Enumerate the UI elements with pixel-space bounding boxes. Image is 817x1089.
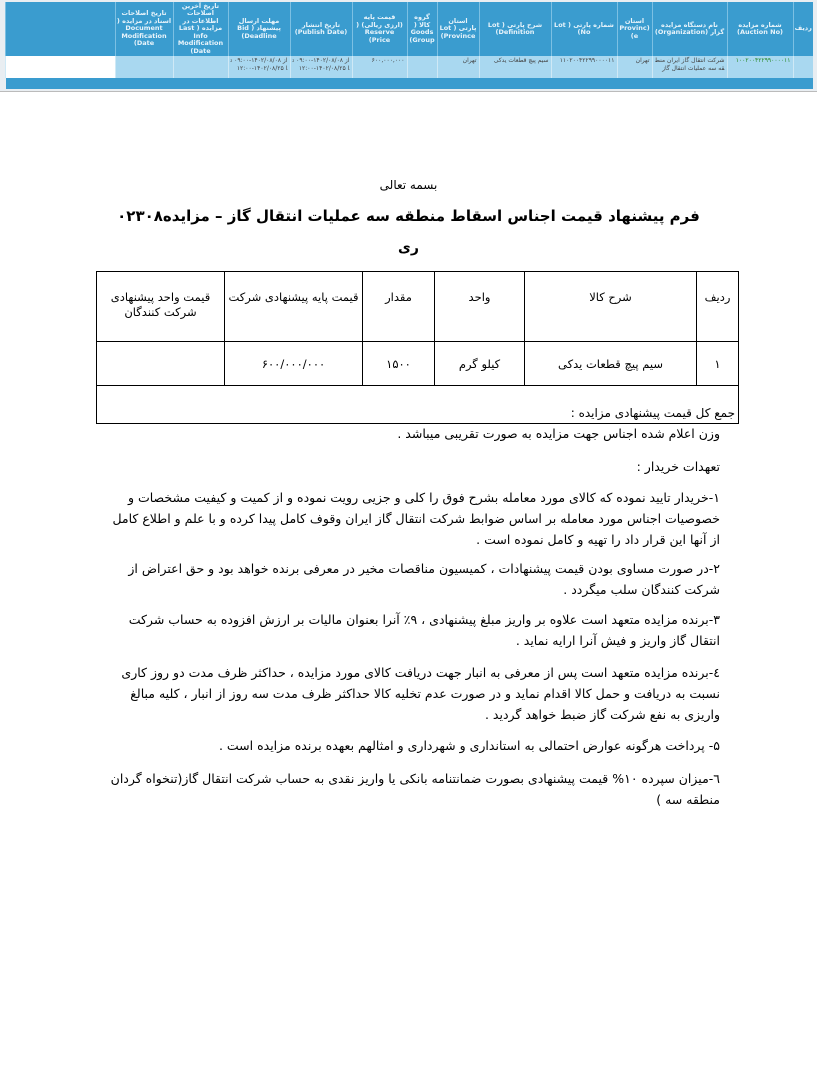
clause-6: ٦-میزان سپرده ۱۰% قیمت پیشنهادی بصورت ضمانتنامه بانکی یا واریز نقدی به حساب شرکت انتقال گاز(تنخواه گردان منطقه سه )	[110, 771, 720, 807]
items-header-unit: واحد	[435, 272, 525, 342]
document-subtitle: ری	[398, 240, 419, 256]
col-lot-province[interactable]: استان پارتی ( Lot Province)	[437, 2, 479, 56]
col-publish-date[interactable]: تاریخ انتشار (Publish Date)	[290, 2, 352, 56]
clause-3: ۳-برنده مزایده متعهد است علاوه بر واریز مبلغ پیشنهادی ، ۹٪ آنرا بعنوان مالیات بر ارزش افزوده به حساب شرکت انتقال گاز واریز و فیش آنرا ارایه نماید .	[128, 612, 720, 648]
item-quantity: ۱۵۰۰	[363, 342, 435, 386]
cell-organization: شرکت انتقال گاز ایران منطقه سه عملیات انتقال گاز	[652, 56, 727, 78]
col-goods-group[interactable]: گروه کالا ( Goods Group)	[407, 2, 437, 56]
col-lot-definition[interactable]: شرح پارتی ( Lot Definition)	[479, 2, 551, 56]
col-lot-no[interactable]: شماره پارتی ( Lot No)	[551, 2, 617, 56]
clause-5: ۵- پرداخت هرگونه عوارض احتمالی به استانداری و شهرداری و امثالهم بعهده برنده مزایده است .	[218, 738, 720, 753]
items-header-bid-price: قیمت واحد پیشنهادی شرکت کنندگان	[97, 272, 225, 342]
cell-doc-mod	[115, 56, 173, 78]
item-bid-price[interactable]	[97, 342, 225, 386]
cell-reserve-price: ۶۰۰,۰۰۰,۰۰۰	[352, 56, 407, 78]
cell-publish-date: از ۱۴۰۲/۰۸/۰۸-۰۹:۰۰ تا ۱۴۰۲/۰۸/۲۵-۱۲:۰۰	[290, 56, 352, 78]
items-header-quantity: مقدار	[363, 272, 435, 342]
cell-empty	[6, 56, 116, 78]
cell-lot-province: تهران	[437, 56, 479, 78]
cell-auction-no[interactable]: ۱۰۰۲۰۰۴۲۲۹۹۰۰۰۰۱۱	[727, 56, 793, 78]
col-last-info-mod[interactable]: تاریخ آخرین اصلاحات اطلاعات در مزایده ( Last Info Modification Date)	[173, 2, 228, 56]
total-bid-label: جمع کل قیمت پیشنهادی مزایده :	[97, 386, 739, 424]
col-reserve-price[interactable]: قیمت پایه (ارزی ریالی) ( Reserve Price)	[352, 2, 407, 56]
auction-info-header	[0, 0, 817, 92]
clause-1: ۱-خریدار تایید نموده که کالای مورد معامله بشرح فوق را کلی و جزیی رویت نموده و از کمیت و کیفیت مشخصات و خصوصیات اجناس مورد معامله بر اساس ضوابط شرکت انتقال گاز ایران وقوف کامل پیدا کرده و با علم و اطلاع کامل از آنها این قرار داد را تهیه و کامل نموده است .	[112, 490, 720, 547]
col-organization[interactable]: نام دستگاه مزایده گزار (Organization)	[652, 2, 727, 56]
table-row[interactable]	[6, 56, 814, 78]
item-radif: ۱	[697, 342, 739, 386]
clause-2: ۲-در صورت مساوی بودن قیمت پیشنهادات ، کمیسیون مناقصات مخیر در معرفی برنده خواهد بود و حق اعتراض از شرکت کنندگان سلب میگردد .	[128, 561, 720, 597]
col-empty	[6, 2, 116, 56]
col-province[interactable]: استان (Province)	[617, 2, 652, 56]
col-radif: ردیف	[793, 2, 813, 56]
item-base-price: ۶۰۰/۰۰۰/۰۰۰	[225, 342, 363, 386]
cell-province: تهران	[617, 56, 652, 78]
cell-goods-group	[407, 56, 437, 78]
items-header-description: شرح کالا	[525, 272, 697, 342]
cell-radif	[793, 56, 813, 78]
col-auction-no[interactable]: شماره مزایده (Auction No)	[727, 2, 793, 56]
cell-lot-definition: سیم پیچ قطعات یدکی	[479, 56, 551, 78]
auction-info-table	[5, 2, 813, 89]
item-unit: کیلو گرم	[435, 342, 525, 386]
document-title: فرم پیشنهاد قیمت اجناس اسقاط منطقه سه عملیات انتقال گاز – مزایده۰۲۳۰۸	[117, 207, 700, 225]
cell-deadline: از ۱۴۰۲/۰۸/۰۸-۰۹:۰۰ تا ۱۴۰۲/۰۸/۲۵-۱۲:۰۰	[228, 56, 290, 78]
table-row	[97, 342, 739, 386]
bismillah: بسمه تعالی	[379, 178, 438, 192]
table-footer-bar	[6, 78, 814, 89]
cell-lot-no: ۱۱۰۲۰۰۴۲۲۹۹۰۰۰۰۱۱	[551, 56, 617, 78]
clause-4: ٤-برنده مزایده متعهد است پس از معرفی به انبار جهت دریافت کالای مورد مزایده ، حداکثر ظرف مدت دو روز کاری نسبت به دریافت و حمل کالا اقدام نماید و در صورت عدم تخلیه کالا حداکثر ظرف مدت سه روز از انبار ، کلیه مبالغ واریزی به نفع شرکت گاز ضبط خواهد گردید .	[121, 665, 720, 722]
item-description: سیم پیچ قطعات یدکی	[525, 342, 697, 386]
weight-note: وزن اعلام شده اجناس جهت مزایده به صورت تقریبی میباشد .	[397, 426, 720, 441]
col-doc-mod[interactable]: تاریخ اصلاحات اسناد در مزایده ( Document Modification Date)	[115, 2, 173, 56]
items-header-base-price: قیمت پایه پیشنهادی شرکت	[225, 272, 363, 342]
commitments-title: تعهدات خریدار :	[636, 459, 720, 474]
items-table	[96, 271, 739, 424]
col-deadline[interactable]: مهلت ارسال پیشنهاد ( Bid Deadline)	[228, 2, 290, 56]
items-header-radif: ردیف	[697, 272, 739, 342]
cell-last-info-mod	[173, 56, 228, 78]
